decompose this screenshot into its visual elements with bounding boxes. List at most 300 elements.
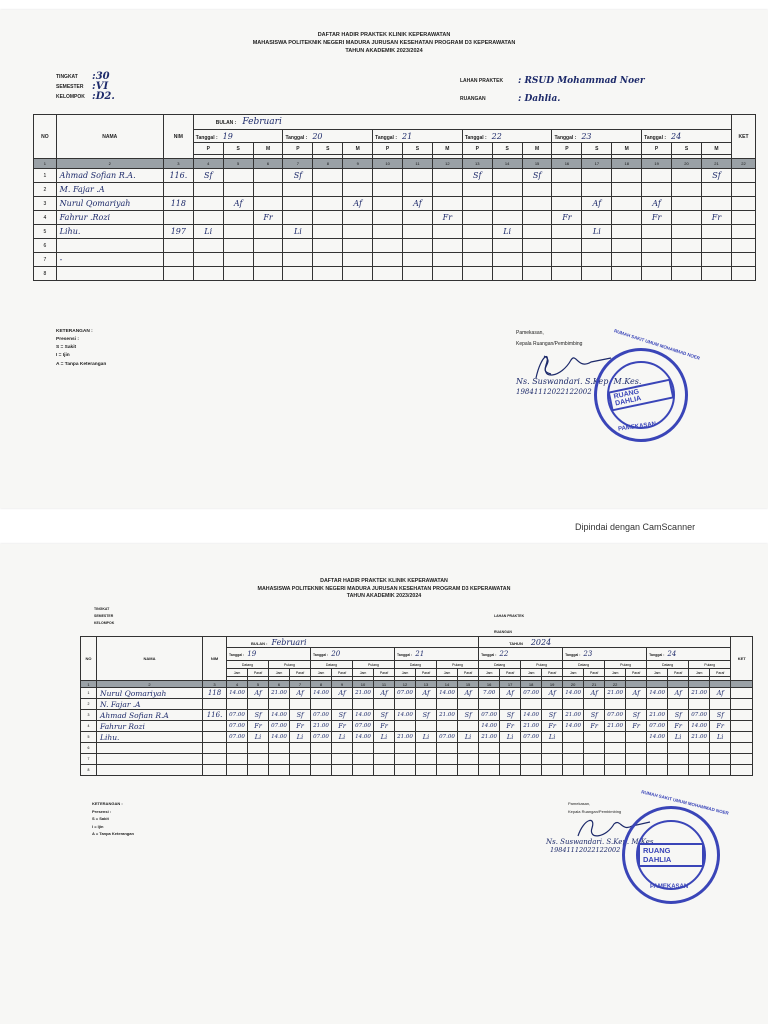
paraf-mark: Sf bbox=[668, 710, 689, 721]
column-number: 16 bbox=[552, 159, 582, 169]
empty-cell bbox=[522, 211, 552, 225]
row-no-2: 7 bbox=[81, 754, 97, 765]
jam-value: 14.00 bbox=[353, 710, 374, 721]
empty-cell bbox=[248, 743, 269, 754]
ruangan-value: : Dahlia. bbox=[518, 94, 561, 104]
empty-cell bbox=[253, 169, 283, 183]
empty-cell bbox=[373, 239, 403, 253]
pulang-header: Pulang bbox=[353, 661, 395, 669]
psm-cell: P bbox=[283, 143, 313, 155]
jam-header: Jam bbox=[689, 669, 710, 677]
row-nama: Lihu. bbox=[56, 225, 163, 239]
empty-cell bbox=[313, 239, 343, 253]
empty-cell bbox=[269, 765, 290, 776]
datang-header: Datang bbox=[311, 661, 353, 669]
empty-cell bbox=[290, 754, 311, 765]
row-nim: 118 bbox=[163, 197, 193, 211]
empty-cell bbox=[193, 239, 223, 253]
empty-cell bbox=[612, 197, 642, 211]
empty-cell bbox=[582, 267, 612, 281]
stamp-center-text: RUANG DAHLIA bbox=[608, 379, 675, 412]
empty-cell bbox=[462, 253, 492, 267]
jam-value: 21.00 bbox=[269, 688, 290, 699]
sheet1-header bbox=[0, 32, 768, 56]
paraf-mark: Af bbox=[500, 688, 521, 699]
column-number-row bbox=[34, 159, 756, 169]
column-number: 18 bbox=[612, 159, 642, 169]
row-ket bbox=[732, 169, 756, 183]
empty-cell bbox=[373, 197, 403, 211]
paraf-mark: Af bbox=[343, 197, 373, 211]
keterangan-sakit: S = Sakit bbox=[56, 345, 77, 351]
row-no-2: 5 bbox=[81, 732, 97, 743]
jam-value: 21.00 bbox=[437, 710, 458, 721]
empty-cell bbox=[353, 754, 374, 765]
datang-header: Datang bbox=[227, 661, 269, 669]
row-no: 7 bbox=[34, 253, 57, 267]
datang-header: Datang bbox=[647, 661, 689, 669]
paraf-mark: Af bbox=[458, 688, 479, 699]
jam-value: 07.00 bbox=[605, 710, 626, 721]
paraf-header: Paraf bbox=[710, 669, 731, 677]
empty-cell bbox=[462, 197, 492, 211]
jam-header: Jam bbox=[479, 669, 500, 677]
empty-cell bbox=[492, 267, 522, 281]
column-number-row-2 bbox=[81, 681, 753, 688]
column-number: 22 bbox=[732, 159, 756, 169]
jam-value: 14.00 bbox=[563, 721, 584, 732]
row-nama: M. Fajar .A bbox=[56, 183, 163, 197]
empty-cell bbox=[437, 754, 458, 765]
empty-cell bbox=[647, 743, 668, 754]
empty-cell bbox=[283, 253, 313, 267]
empty-cell bbox=[253, 197, 283, 211]
row-nama-2 bbox=[97, 743, 203, 754]
table-row bbox=[34, 225, 756, 239]
stamp-ring-text-2: RUMAH SAKIT UMUM MOHAMMAD NOER bbox=[640, 789, 730, 816]
paraf-mark: Sf bbox=[500, 710, 521, 721]
empty-cell bbox=[343, 239, 373, 253]
paraf-mark: Af bbox=[248, 688, 269, 699]
tingkat-value: :30 bbox=[92, 71, 110, 82]
empty-cell bbox=[458, 754, 479, 765]
empty-cell bbox=[462, 211, 492, 225]
row-no: 8 bbox=[34, 267, 57, 281]
tanggal-cell-2 bbox=[395, 648, 479, 661]
column-number: 20 bbox=[672, 159, 702, 169]
col-nama-header: NAMA bbox=[56, 115, 163, 159]
jam-value: 14.00 bbox=[269, 732, 290, 743]
jam-header: Jam bbox=[353, 669, 374, 677]
row-nama: Ahmad Sofian R.A. bbox=[56, 169, 163, 183]
empty-cell bbox=[223, 239, 253, 253]
row-ket bbox=[732, 267, 756, 281]
empty-cell bbox=[522, 267, 552, 281]
empty-cell bbox=[403, 239, 433, 253]
paraf-mark: Fr bbox=[626, 721, 647, 732]
tanggal-label-2: Tanggal : bbox=[397, 653, 413, 657]
tanggal-cell-2 bbox=[647, 648, 731, 661]
paraf-header: Paraf bbox=[290, 669, 311, 677]
empty-cell bbox=[313, 211, 343, 225]
column-number-2 bbox=[668, 681, 689, 688]
jam-value: 07.00 bbox=[311, 710, 332, 721]
pulang-header: Pulang bbox=[269, 661, 311, 669]
table-row-2 bbox=[81, 710, 753, 721]
empty-cell bbox=[605, 732, 626, 743]
signature-nip-2: 19841112022122002 bbox=[550, 846, 621, 854]
empty-cell bbox=[479, 699, 500, 710]
psm-cell: M bbox=[701, 143, 731, 155]
empty-cell bbox=[332, 765, 353, 776]
jam-value: 07.00 bbox=[521, 688, 542, 699]
empty-cell bbox=[343, 267, 373, 281]
row-no: 4 bbox=[34, 211, 57, 225]
column-number: 17 bbox=[582, 159, 612, 169]
column-number-2: 11 bbox=[374, 681, 395, 688]
camscanner-note: Dipindai dengan CamScanner bbox=[575, 522, 696, 532]
empty-cell bbox=[642, 253, 672, 267]
empty-cell bbox=[437, 721, 458, 732]
empty-cell bbox=[605, 754, 626, 765]
empty-cell bbox=[311, 699, 332, 710]
col-nim-header: NIM bbox=[163, 115, 193, 159]
empty-cell bbox=[552, 267, 582, 281]
row-no-2: 4 bbox=[81, 721, 97, 732]
jam-value: 07.00 bbox=[689, 710, 710, 721]
row-no: 1 bbox=[34, 169, 57, 183]
tanggal-cell bbox=[642, 130, 732, 143]
row-ket bbox=[732, 239, 756, 253]
empty-cell bbox=[701, 183, 731, 197]
empty-cell bbox=[542, 699, 563, 710]
empty-cell bbox=[313, 197, 343, 211]
empty-cell bbox=[290, 743, 311, 754]
row-nama: - bbox=[56, 253, 163, 267]
row-nim bbox=[163, 239, 193, 253]
empty-cell bbox=[521, 743, 542, 754]
empty-cell bbox=[552, 183, 582, 197]
empty-cell bbox=[416, 765, 437, 776]
jam-value: 21.00 bbox=[521, 721, 542, 732]
row-nama bbox=[56, 267, 163, 281]
jam-value: 07.00 bbox=[521, 732, 542, 743]
empty-cell bbox=[689, 699, 710, 710]
row-nama bbox=[56, 239, 163, 253]
empty-cell bbox=[313, 253, 343, 267]
paraf-mark: Af bbox=[584, 688, 605, 699]
empty-cell bbox=[479, 754, 500, 765]
empty-cell bbox=[223, 183, 253, 197]
empty-cell bbox=[642, 169, 672, 183]
empty-cell bbox=[395, 754, 416, 765]
table-row-2 bbox=[81, 699, 753, 710]
attendance-sheet-1 bbox=[0, 10, 768, 508]
column-number-2: 7 bbox=[290, 681, 311, 688]
header-title-2: DAFTAR HADIR PRAKTEK KLINIK KEPERAWATAN bbox=[320, 578, 448, 584]
empty-cell bbox=[701, 239, 731, 253]
tanggal-value: 24 bbox=[671, 131, 682, 141]
empty-cell bbox=[227, 754, 248, 765]
jam-value: 14.00 bbox=[563, 688, 584, 699]
column-number: 9 bbox=[343, 159, 373, 169]
empty-cell bbox=[492, 253, 522, 267]
empty-cell bbox=[672, 239, 702, 253]
paraf-mark: Li bbox=[416, 732, 437, 743]
sheet1-attendance-table bbox=[33, 114, 756, 281]
paraf-header: Paraf bbox=[458, 669, 479, 677]
empty-cell bbox=[193, 267, 223, 281]
row-ket-2 bbox=[731, 765, 753, 776]
empty-cell bbox=[642, 183, 672, 197]
jam-value: 14.00 bbox=[479, 721, 500, 732]
empty-cell bbox=[582, 211, 612, 225]
row-ket bbox=[732, 225, 756, 239]
paraf-mark: Li bbox=[332, 732, 353, 743]
row-nama-2: Nurul Qomariyah bbox=[97, 688, 203, 699]
column-number-2: 9 bbox=[332, 681, 353, 688]
empty-cell bbox=[403, 211, 433, 225]
empty-cell bbox=[432, 267, 462, 281]
paraf-mark: Fr bbox=[642, 211, 672, 225]
table-row bbox=[34, 253, 756, 267]
paraf-header: Paraf bbox=[626, 669, 647, 677]
col-ket-header: KET bbox=[732, 115, 756, 159]
empty-cell bbox=[373, 225, 403, 239]
tanggal-label: Tanggal : bbox=[464, 134, 487, 141]
empty-cell bbox=[672, 225, 702, 239]
empty-cell bbox=[647, 765, 668, 776]
bulan-label: BULAN : bbox=[215, 120, 237, 126]
empty-cell bbox=[227, 699, 248, 710]
empty-cell bbox=[492, 169, 522, 183]
paraf-mark: Fr bbox=[253, 211, 283, 225]
empty-cell bbox=[522, 183, 552, 197]
empty-cell bbox=[395, 765, 416, 776]
empty-cell bbox=[416, 754, 437, 765]
tanggal-label-2: Tanggal : bbox=[565, 653, 581, 657]
kelompok-label: KELOMPOK bbox=[56, 94, 85, 100]
empty-cell bbox=[612, 267, 642, 281]
paraf-mark: Fr bbox=[710, 721, 731, 732]
empty-cell bbox=[710, 765, 731, 776]
empty-cell bbox=[373, 211, 403, 225]
empty-cell bbox=[416, 699, 437, 710]
empty-cell bbox=[290, 765, 311, 776]
paraf-mark: Sf bbox=[416, 710, 437, 721]
empty-cell bbox=[193, 253, 223, 267]
ruangan-label-2: RUANGAN bbox=[494, 630, 512, 634]
empty-cell bbox=[701, 253, 731, 267]
empty-cell bbox=[689, 754, 710, 765]
paraf-header: Paraf bbox=[248, 669, 269, 677]
empty-cell bbox=[462, 225, 492, 239]
empty-cell bbox=[552, 239, 582, 253]
empty-cell bbox=[395, 721, 416, 732]
empty-cell bbox=[343, 253, 373, 267]
empty-cell bbox=[563, 732, 584, 743]
row-no-2: 8 bbox=[81, 765, 97, 776]
row-nama-2 bbox=[97, 754, 203, 765]
paraf-mark: Li bbox=[290, 732, 311, 743]
table-row-2 bbox=[81, 721, 753, 732]
sheet2-keterangan bbox=[92, 800, 134, 838]
paraf-mark: Sf bbox=[290, 710, 311, 721]
keterangan-title: KETERANGAN : bbox=[56, 329, 93, 334]
paraf-mark: Af bbox=[668, 688, 689, 699]
empty-cell bbox=[313, 225, 343, 239]
jam-value: 07.00 bbox=[395, 688, 416, 699]
tahun-value: 2024 bbox=[530, 637, 552, 647]
tanggal-value: 20 bbox=[312, 131, 323, 141]
psm-cell: M bbox=[343, 143, 373, 155]
jam-value: 07.00 bbox=[227, 721, 248, 732]
col-nama-header-2: NAMA bbox=[97, 637, 203, 681]
empty-cell bbox=[374, 765, 395, 776]
empty-cell bbox=[269, 743, 290, 754]
paraf-mark: Sf bbox=[248, 710, 269, 721]
column-number-2: 5 bbox=[248, 681, 269, 688]
empty-cell bbox=[193, 183, 223, 197]
jam-header: Jam bbox=[605, 669, 626, 677]
empty-cell bbox=[223, 225, 253, 239]
jam-value: 07.00 bbox=[647, 721, 668, 732]
datang-header: Datang bbox=[479, 661, 521, 669]
empty-cell bbox=[193, 211, 223, 225]
lahan-label-2: LAHAN PRAKTEK bbox=[494, 614, 525, 618]
empty-cell bbox=[437, 765, 458, 776]
column-number-2 bbox=[710, 681, 731, 688]
jam-value: 21.00 bbox=[689, 732, 710, 743]
paraf-mark: Af bbox=[416, 688, 437, 699]
empty-cell bbox=[432, 183, 462, 197]
empty-cell bbox=[552, 253, 582, 267]
jam-value: 21.00 bbox=[479, 732, 500, 743]
column-number: 8 bbox=[313, 159, 343, 169]
empty-cell bbox=[647, 754, 668, 765]
jam-value: 7.00 bbox=[479, 688, 500, 699]
table-row-2 bbox=[81, 754, 753, 765]
jam-value: 07.00 bbox=[353, 721, 374, 732]
paraf-mark: Sf bbox=[374, 710, 395, 721]
column-number: 7 bbox=[283, 159, 313, 169]
empty-cell bbox=[672, 211, 702, 225]
paraf-header: Paraf bbox=[374, 669, 395, 677]
empty-cell bbox=[283, 211, 313, 225]
row-ket-2 bbox=[731, 710, 753, 721]
jam-header: Jam bbox=[563, 669, 584, 677]
attendance-sheet-2 bbox=[0, 544, 768, 1024]
column-number-2: 22 bbox=[605, 681, 626, 688]
jam-value: 14.00 bbox=[353, 732, 374, 743]
column-number-2 bbox=[626, 681, 647, 688]
empty-cell bbox=[563, 699, 584, 710]
lahan-value: : RSUD Mohammad Noer bbox=[518, 76, 645, 86]
row-ket-2 bbox=[731, 743, 753, 754]
column-number-2: 1 bbox=[81, 681, 97, 688]
empty-cell bbox=[403, 225, 433, 239]
empty-cell bbox=[437, 699, 458, 710]
column-number-2: 17 bbox=[500, 681, 521, 688]
header-title: DAFTAR HADIR PRAKTEK KLINIK KEPERAWATAN bbox=[317, 32, 451, 38]
empty-cell bbox=[710, 743, 731, 754]
empty-cell bbox=[432, 253, 462, 267]
empty-cell bbox=[313, 267, 343, 281]
row-ket bbox=[732, 211, 756, 225]
bulan-value: Februari bbox=[242, 117, 282, 127]
empty-cell bbox=[227, 765, 248, 776]
empty-cell bbox=[313, 169, 343, 183]
empty-cell bbox=[500, 765, 521, 776]
paraf-header: Paraf bbox=[500, 669, 521, 677]
jam-value: 07.00 bbox=[311, 732, 332, 743]
jam-header: Jam bbox=[269, 669, 290, 677]
tanggal-label-2: Tanggal : bbox=[649, 653, 665, 657]
column-number: 5 bbox=[223, 159, 253, 169]
tanggal-cell-2 bbox=[311, 648, 395, 661]
empty-cell bbox=[462, 239, 492, 253]
empty-cell bbox=[462, 267, 492, 281]
empty-cell bbox=[642, 225, 672, 239]
empty-cell bbox=[343, 211, 373, 225]
paraf-mark: Sf bbox=[283, 169, 313, 183]
sheet2-attendance-table bbox=[80, 636, 753, 776]
row-nim-2 bbox=[203, 721, 227, 732]
empty-cell bbox=[432, 169, 462, 183]
empty-cell bbox=[403, 267, 433, 281]
empty-cell bbox=[416, 721, 437, 732]
tanggal-label: Tanggal : bbox=[285, 134, 308, 141]
semester-label-2: SEMESTER bbox=[94, 614, 114, 618]
row-nim: 197 bbox=[163, 225, 193, 239]
empty-cell bbox=[283, 239, 313, 253]
paraf-mark: Af bbox=[290, 688, 311, 699]
row-nama-2: Ahmad Sofian R.A bbox=[97, 710, 203, 721]
empty-cell bbox=[626, 743, 647, 754]
empty-cell bbox=[552, 169, 582, 183]
signature-nip: 19841112022122002 bbox=[516, 388, 592, 396]
jam-value: 14.00 bbox=[647, 688, 668, 699]
column-number-2: 19 bbox=[542, 681, 563, 688]
empty-cell bbox=[253, 267, 283, 281]
column-number: 12 bbox=[432, 159, 462, 169]
header-row bbox=[34, 115, 756, 130]
column-number: 19 bbox=[642, 159, 672, 169]
psm-cell: S bbox=[313, 143, 343, 155]
empty-cell bbox=[373, 267, 403, 281]
signature-place: Pamekasan, bbox=[516, 330, 544, 336]
paraf-mark: Fr bbox=[374, 721, 395, 732]
row-nim-2 bbox=[203, 743, 227, 754]
jam-value: 14.00 bbox=[521, 710, 542, 721]
empty-cell bbox=[269, 754, 290, 765]
empty-cell bbox=[584, 732, 605, 743]
paraf-mark: Fr bbox=[432, 211, 462, 225]
tanggal-cell bbox=[283, 130, 373, 143]
empty-cell bbox=[710, 754, 731, 765]
kelompok-label-2: KELOMPOK bbox=[94, 621, 115, 625]
paraf-mark: Af bbox=[642, 197, 672, 211]
psm-cell: M bbox=[432, 143, 462, 155]
row-nim-2: 116. bbox=[203, 710, 227, 721]
pulang-header: Pulang bbox=[521, 661, 563, 669]
row-nim bbox=[163, 253, 193, 267]
row-nim-2: 118 bbox=[203, 688, 227, 699]
row-ket-2 bbox=[731, 688, 753, 699]
paraf-mark: Fr bbox=[500, 721, 521, 732]
empty-cell bbox=[432, 225, 462, 239]
empty-cell bbox=[522, 225, 552, 239]
